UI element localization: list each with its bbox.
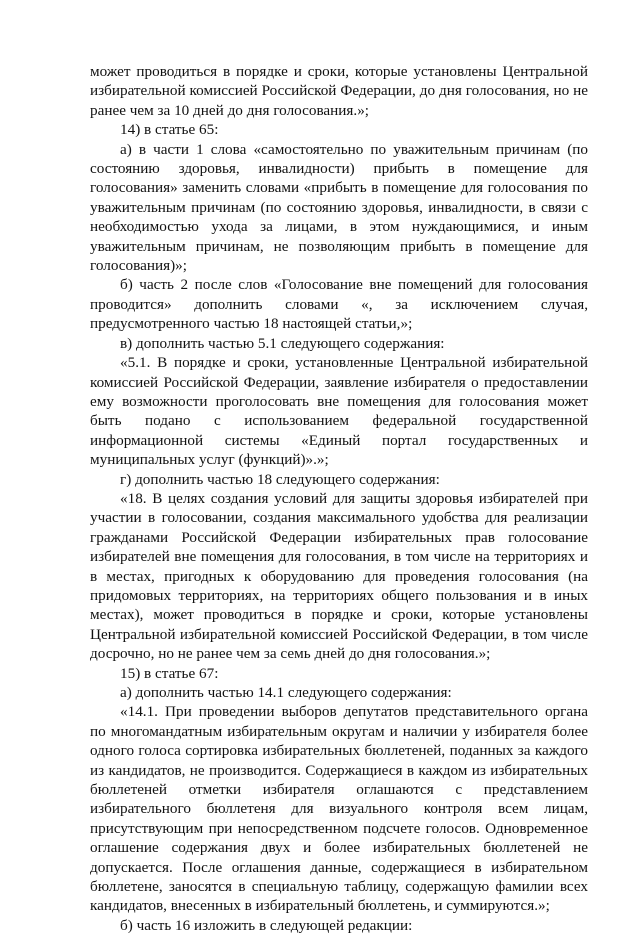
paragraph-continuation: может проводиться в порядке и сроки, которые установлены Центральной избирательной комиссией Российской Федерации, до дня голосования, но не ранее чем за 10 дней до дня голосования.»; [90, 63, 588, 119]
paragraph-item-14: 14) в статье 65: [120, 121, 219, 139]
paragraph-part-14-1: «14.1. При проведении выборов депутатов представительного органа по многомандатным избирательным округам и наличии у избирателя более одного голоса сортировка избирательных бюллетеней, поданных за каждого из кандидатов, не производится. Содержащиеся в каждом из избирательных бюллетеней отметки избирателя оглашаются с представлением избирательного бюллетеня для визуального контроля всем лицам, присутствующим при непосредственном подсчете голосов. Одновременное оглашение содержания двух и более избирательных бюллетеней не допускается. После оглашения данные, содержащиеся в избирательном бюллетене, заносятся в специальную таблицу, содержащую фамилии всех кандидатов, внесенных в избирательный бюллетень, и суммируются.»; [90, 703, 588, 915]
paragraph-14c: в) дополнить частью 5.1 следующего содержания: [120, 334, 445, 352]
paragraph-15b: б) часть 16 изложить в следующей редакции: [120, 916, 413, 934]
paragraph-part-18: «18. В целях создания условий для защиты здоровья избирателей при участии в голосовании, создания максимального удобства для реализации гражданами Российской Федерации избирательных прав голосование избирателей вне помещения для голосования, в том числе на территориях и в местах, пригодных к оборудованию для проведения голосования (на придомовых территориях, на территориях общего пользования и в иных местах), может проводиться в порядке и сроки, которые установлены Центральной избирательной комиссией Российской Федерации, в том числе досрочно, но не ранее чем за семь дней до дня голосования.»; [90, 489, 588, 663]
paragraph-14a: а) в части 1 слова «самостоятельно по уважительным причинам (по состоянию здоровья, инвалидности) прибыть в помещение для голосования» заменить словами «прибыть в помещение для голосования по уважительным причинам (по состоянию здоровья, инвалидности, в связи с необходимостью ухода за лицами, в этом нуждающимися, и иным уважительным причинам, не позволяющим прибыть в помещение для голосования)»; [90, 140, 588, 275]
paragraph-14b: б) часть 2 после слов «Голосование вне помещений для голосования проводится» дополнить словами «, за исключением случая, предусмотренного частью 18 настоящей статьи,»; [90, 276, 588, 333]
paragraph-part-5-1: «5.1. В порядке и сроки, установленные Центральной избирательной комиссией Российской Федерации, заявление избирателя о предоставлении ему возможности проголосовать вне помещения для голосования может быть подано с использованием федеральной государственной информационной системы «Единый портал государственных и муниципальных услуг (функций)».»; [90, 354, 588, 469]
paragraph-15a: а) дополнить частью 14.1 следующего содержания: [120, 684, 452, 701]
paragraph-14d: г) дополнить частью 18 следующего содержания: [120, 470, 440, 488]
paragraph-item-15: 15) в статье 67: [120, 664, 219, 682]
